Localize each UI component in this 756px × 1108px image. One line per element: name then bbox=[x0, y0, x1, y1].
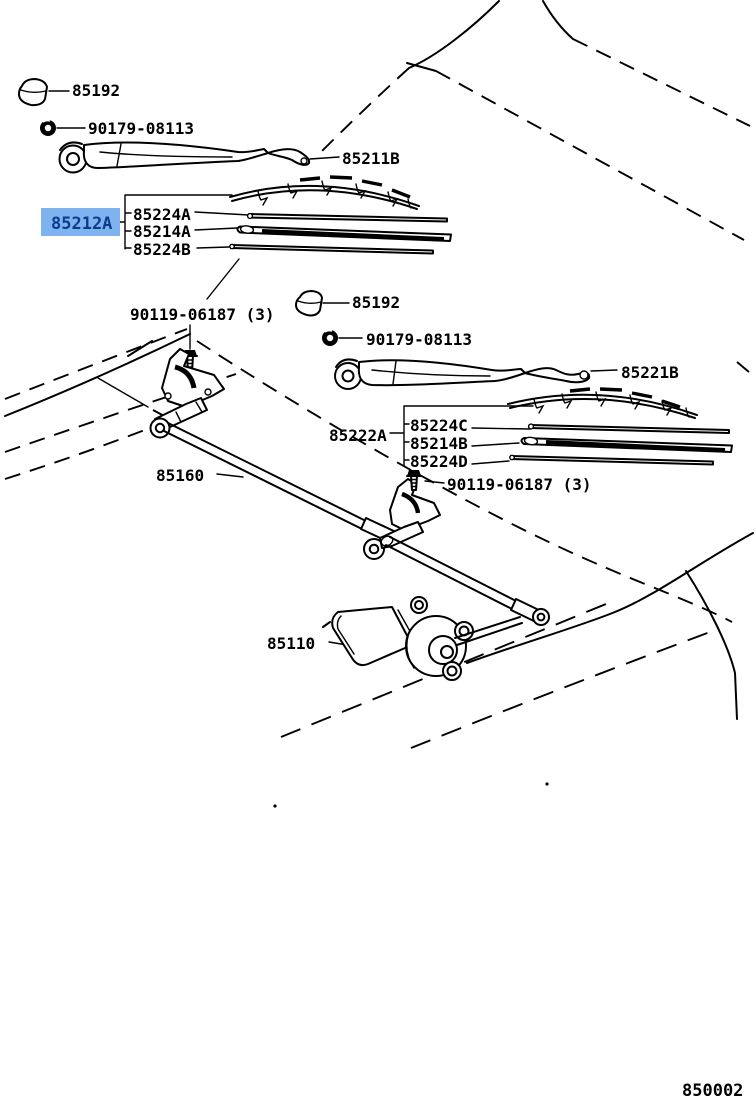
stray-dot bbox=[545, 782, 548, 785]
a-pillar-dashed-right bbox=[573, 39, 750, 126]
part-label-85212a[interactable]: 85212A bbox=[51, 214, 113, 234]
wiper-motor-drawing bbox=[323, 597, 522, 680]
part-label-arm-top[interactable]: 85211B bbox=[342, 149, 400, 168]
part-label-85224d[interactable]: 85224D bbox=[410, 452, 468, 471]
part-label-bolt-mid[interactable]: 90119-06187 (3) bbox=[447, 475, 592, 494]
wiper-arm-top-drawing bbox=[60, 142, 310, 172]
highlighted-part-85212a[interactable] bbox=[41, 208, 120, 236]
cowl-solid-edge bbox=[5, 334, 190, 416]
roof-corner-curve bbox=[543, 1, 573, 39]
nut-mid-drawing bbox=[322, 330, 338, 346]
leader-arm-top bbox=[310, 157, 339, 159]
leader-lines bbox=[49, 91, 617, 646]
pivot-cap-top-drawing bbox=[19, 79, 47, 105]
part-label-motor[interactable]: 85110 bbox=[267, 634, 316, 653]
leader-bolt-left-diagonal bbox=[207, 259, 239, 299]
door-seam-curve bbox=[686, 571, 737, 719]
a-pillar-dashed-left bbox=[320, 68, 409, 153]
part-label-nut-mid[interactable]: 90179-08113 bbox=[366, 330, 472, 349]
leader-arm-mid bbox=[591, 370, 617, 371]
right-edge-dash bbox=[737, 362, 749, 372]
cowl-dashed-lower bbox=[5, 428, 150, 479]
part-label-cap-top[interactable]: 85192 bbox=[72, 81, 121, 100]
part-label-85222a[interactable]: 85222A bbox=[329, 426, 387, 445]
part-label-85224a[interactable]: 85224A bbox=[133, 205, 191, 224]
cowl-cross-line bbox=[98, 378, 148, 407]
part-label-nut-top[interactable]: 90179-08113 bbox=[88, 119, 194, 138]
part-label-bolt-left[interactable]: 90119-06187 (3) bbox=[130, 305, 275, 324]
pivot-assembly-mid-drawing bbox=[380, 479, 440, 548]
blade-frame-top-drawing bbox=[230, 177, 419, 209]
diagram-code: 850002 bbox=[682, 1081, 744, 1101]
pivot-cap-mid-drawing bbox=[296, 291, 322, 315]
part-labels bbox=[72, 81, 743, 1101]
linkage-rod-b-drawing bbox=[386, 537, 549, 625]
part-label-linkage[interactable]: 85160 bbox=[156, 466, 205, 485]
leader-bolt-mid bbox=[425, 481, 444, 483]
nut-top-drawing bbox=[40, 120, 56, 136]
blade-frame-mid-drawing bbox=[508, 389, 697, 418]
part-label-arm-mid[interactable]: 85221B bbox=[621, 363, 679, 382]
stray-dot bbox=[273, 804, 276, 807]
blade-rubber-strips-mid-drawing bbox=[510, 424, 732, 464]
part-label-85214b[interactable]: 85214B bbox=[410, 434, 468, 453]
roof-edge-curve bbox=[409, 1, 499, 68]
cowl-dashed-upper bbox=[5, 329, 187, 399]
part-label-85224b[interactable]: 85224B bbox=[133, 240, 191, 259]
part-label-85224c[interactable]: 85224C bbox=[410, 416, 468, 435]
part-label-85214a[interactable]: 85214A bbox=[133, 222, 191, 241]
wiper-arm-mid-drawing bbox=[335, 359, 589, 389]
blade-rubber-strips-top-drawing bbox=[230, 214, 451, 254]
windshield-edge-dashed bbox=[436, 71, 744, 240]
part-label-cap-mid[interactable]: 85192 bbox=[352, 293, 401, 312]
leader-linkage bbox=[217, 474, 243, 477]
